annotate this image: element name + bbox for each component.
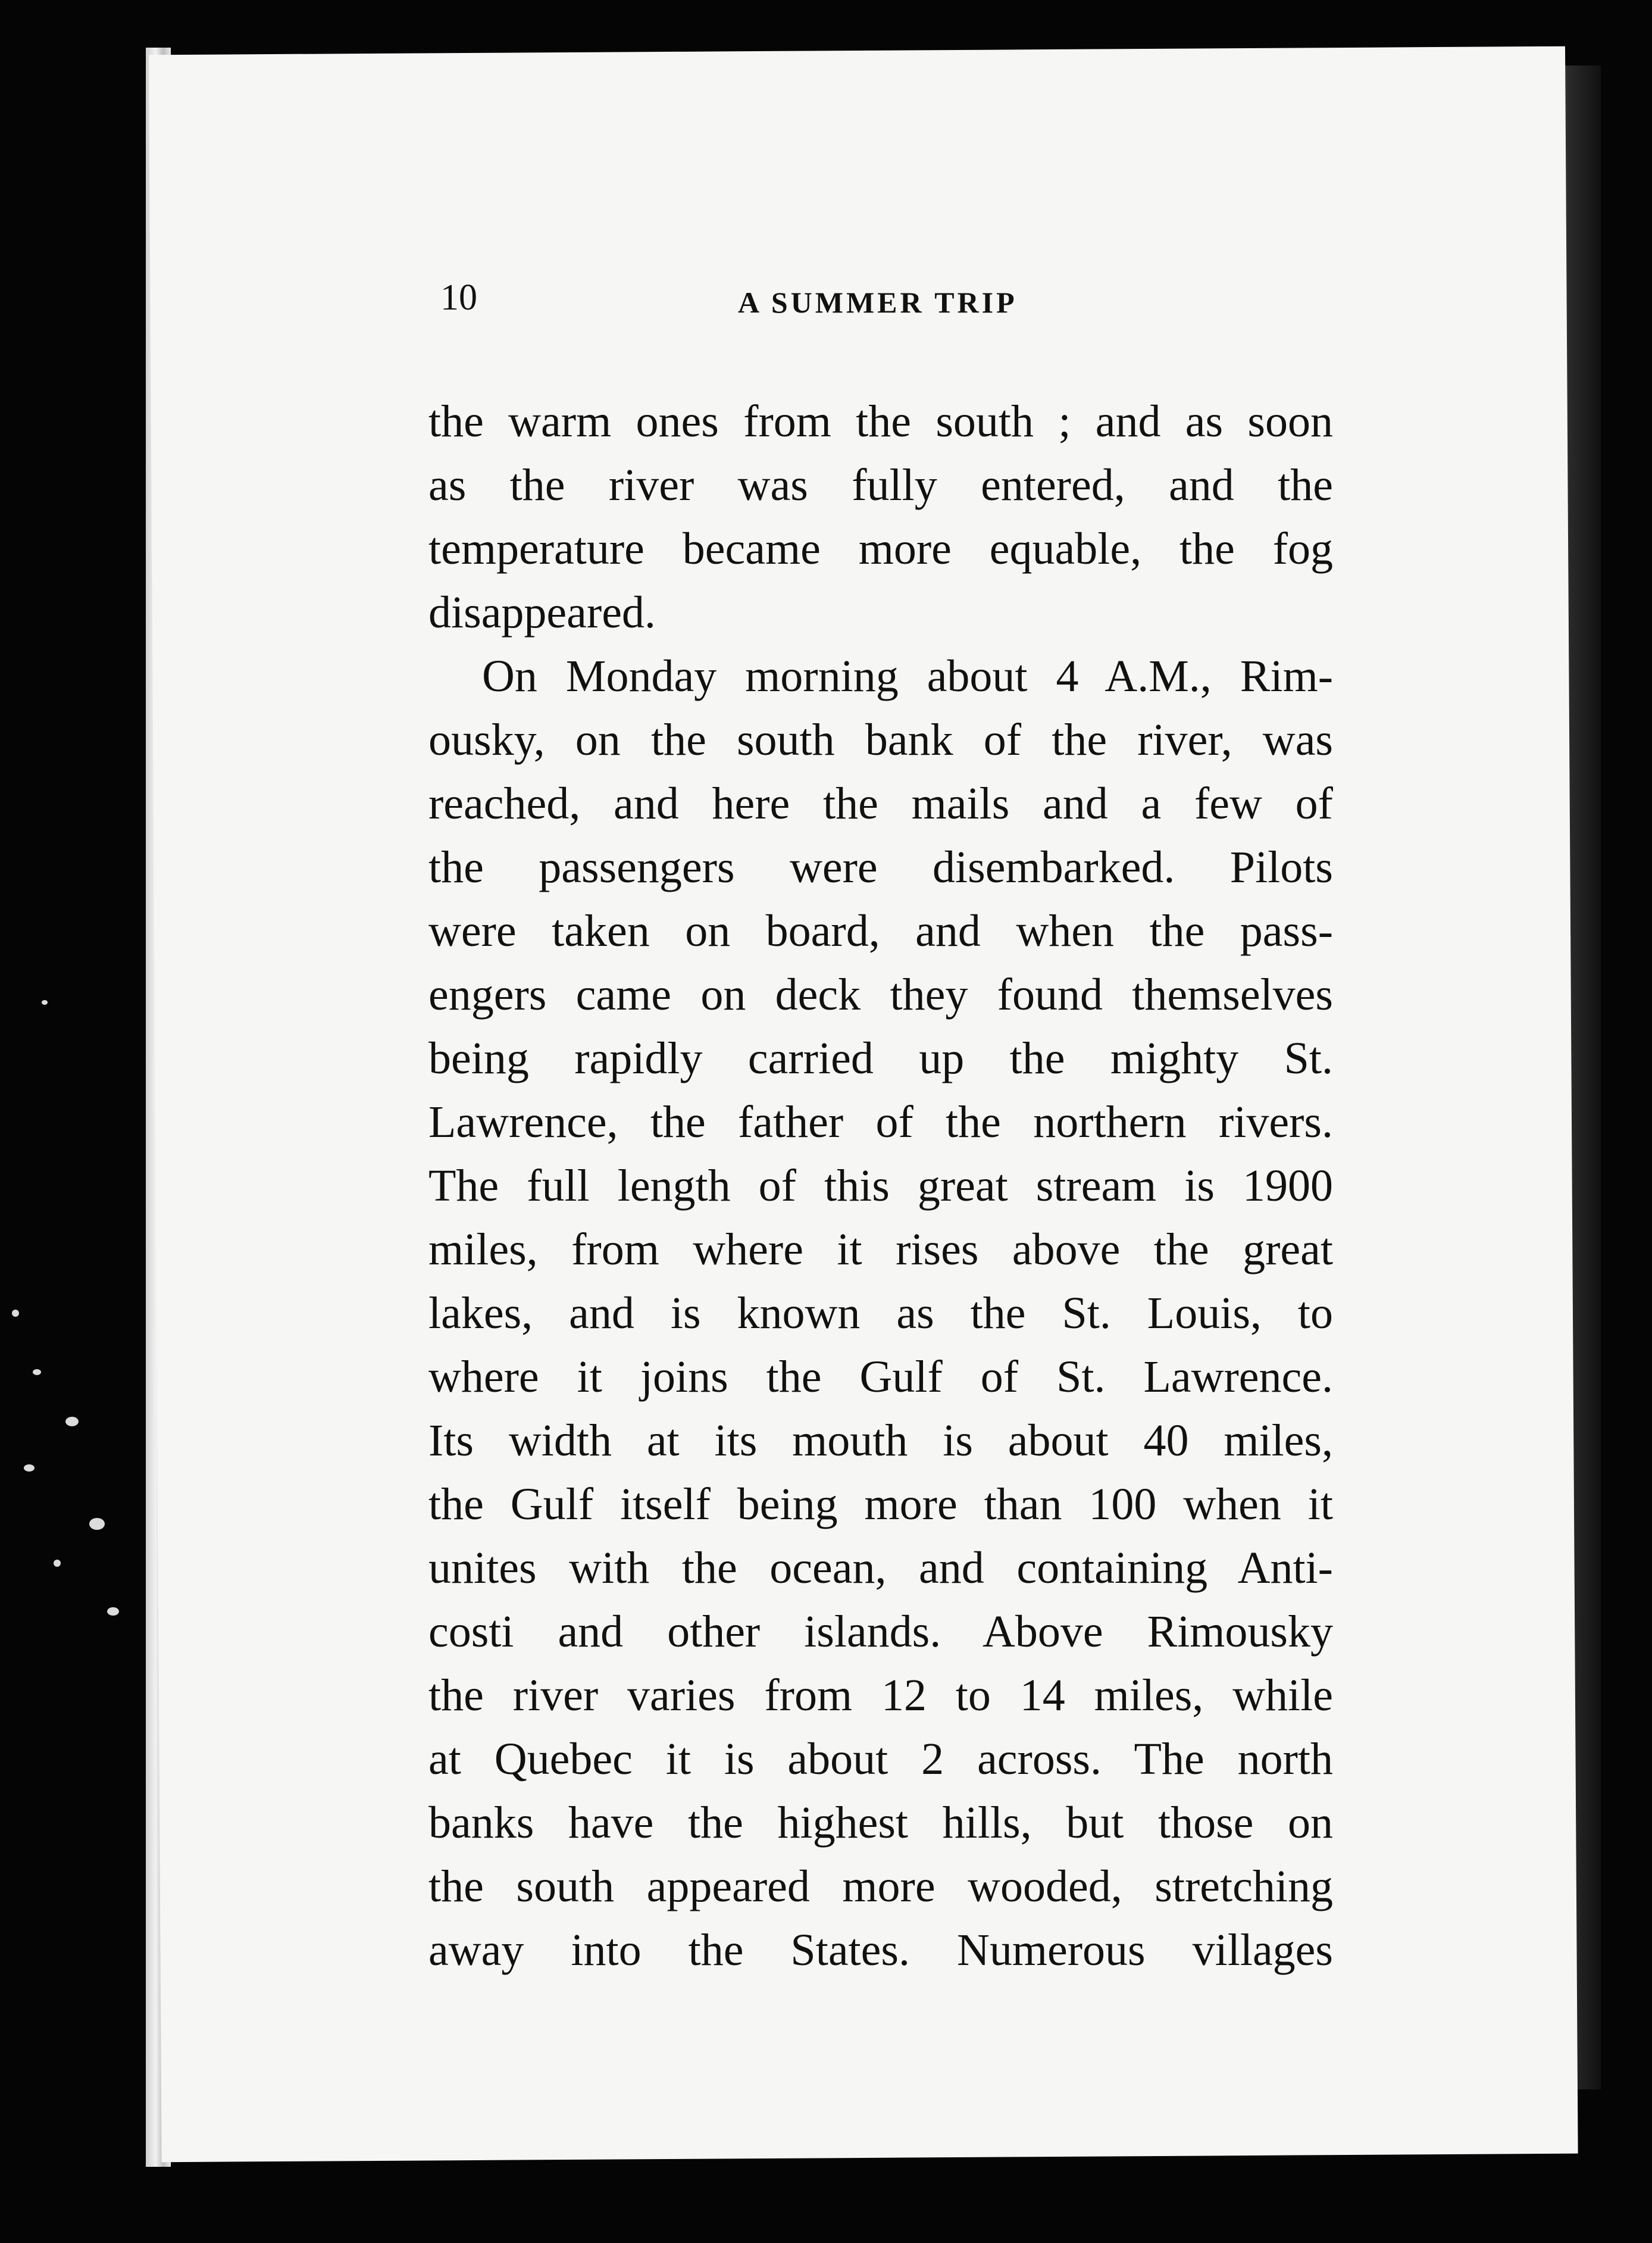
text-line: at Quebec it is about 2 across. The north (428, 1734, 1333, 1784)
page-number: 10 (440, 277, 477, 318)
text-line: unites with the ocean, and containing Anti- (428, 1543, 1333, 1593)
text-line: reached, and here the mails and a few of (428, 779, 1333, 829)
scan-speckle (24, 1464, 35, 1472)
text-line: the south appeared more wooded, stretching (428, 1861, 1333, 1911)
scan-speckle (89, 1518, 105, 1530)
text-line: Lawrence, the father of the northern rivers. (428, 1097, 1333, 1147)
running-title: A SUMMER TRIP (738, 286, 1018, 319)
text-line: where it joins the Gulf of St. Lawrence. (428, 1352, 1333, 1402)
body-text (428, 390, 1333, 1982)
text-line: were taken on board, and when the pass- (428, 906, 1333, 956)
text-line: ousky, on the south bank of the river, was (428, 715, 1333, 765)
text-line: the passengers were disembarked. Pilots (428, 842, 1333, 892)
text-line: away into the States. Numerous villages (428, 1925, 1333, 1975)
text-line: On Monday morning about 4 A.M., Rim- (482, 651, 1333, 701)
text-line: temperature became more equable, the fog (428, 524, 1333, 574)
scan-speckle (65, 1417, 79, 1426)
text-line: the Gulf itself being more than 100 when it (428, 1479, 1333, 1529)
scan-speckle (12, 1310, 19, 1317)
scan-speckle (42, 1000, 48, 1005)
text-line: lakes, and is known as the St. Louis, to (428, 1288, 1333, 1338)
text-line: the warm ones from the south ; and as soon (428, 396, 1333, 446)
text-line: Its width at its mouth is about 40 miles, (428, 1416, 1333, 1466)
text-line: as the river was fully entered, and the (428, 460, 1333, 510)
text-line: The full length of this great stream is 1900 (428, 1161, 1333, 1211)
text-line: engers came on deck they found themselves (428, 970, 1333, 1020)
scan-speckle (107, 1607, 119, 1616)
text-line: being rapidly carried up the mighty St. (428, 1033, 1333, 1083)
text-line: disappeared. (428, 588, 656, 638)
paragraph (428, 645, 1333, 1982)
text-line: costi and other islands. Above Rimousky (428, 1607, 1333, 1657)
scan-speckle (33, 1369, 41, 1375)
text-line: the river varies from 12 to 14 miles, while (428, 1670, 1333, 1720)
text-line: miles, from where it rises above the great (428, 1224, 1333, 1274)
text-line: banks have the highest hills, but those on (428, 1798, 1333, 1848)
scan-speckle (54, 1560, 61, 1567)
paragraph (428, 390, 1333, 645)
